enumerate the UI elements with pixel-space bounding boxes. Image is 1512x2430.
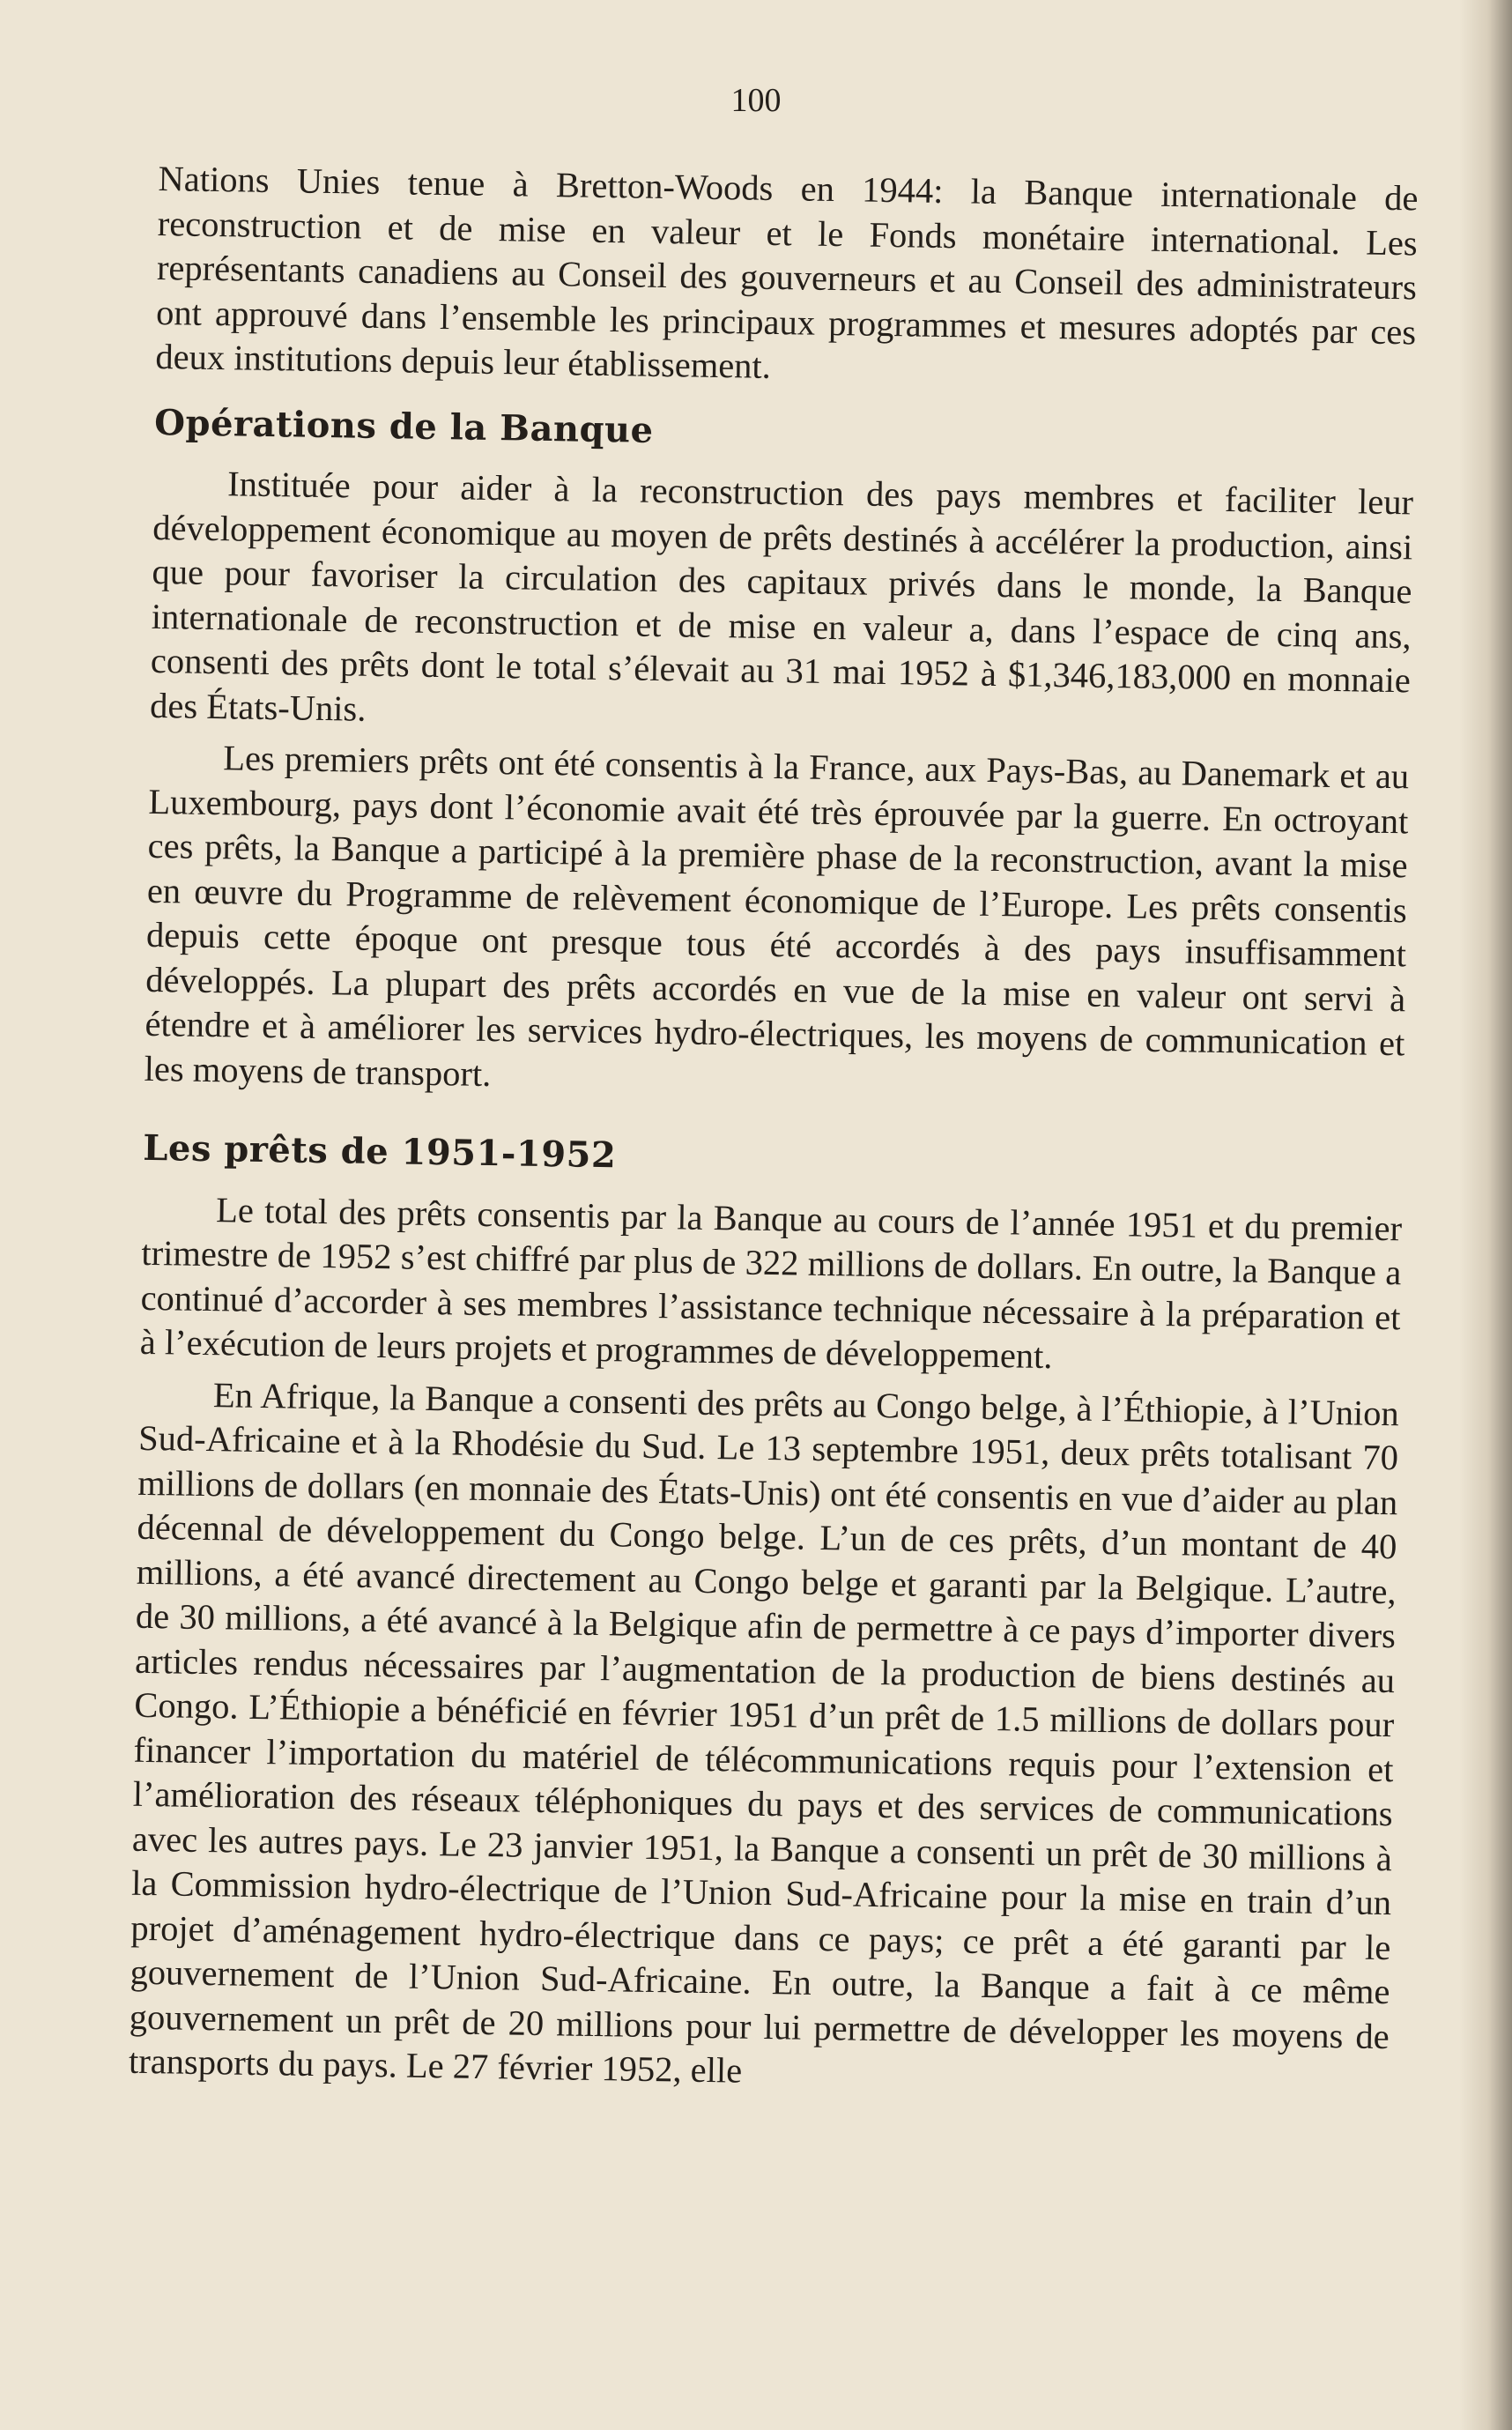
paragraph-loans-1: Le total des prêts consentis par la Banque au cours de l’année 1951 et du premier trimestre de 1952 s’est chiffré par plus de 322 millions de dollars. En outre, la Banque a continué d’accorder à ses membres l’assistance technique nécessaire à la préparation et à l’exécution de leurs projets et programmes de développement.	[139, 1189, 1403, 1377]
heading-loans: Les prêts de 1951-1952	[142, 1126, 617, 1177]
page-body	[129, 157, 1419, 2104]
paragraph-operations-2: Les premiers prêts ont été consentis à la France, aux Pays-Bas, au Danemark et au Luxembourg, pays dont l’économie avait été très éprouvée par la guerre. En octroyant ces prêts, la Banque a participé à la première phase de la reconstruction, avant la mise en œuvre du Programme de relèvement économique de l’Europe. Les prêts consentis depuis cette époque ont presque tous été accordés à des pays insuffisamment développés. La plupart des prêts accordés en vue de la mise en valeur ont servi à étendre et à améliorer les services hydro-électriques, les moyens de communication et les moyens de transport.	[144, 738, 1410, 1094]
paragraph-loans-2: En Afrique, la Banque a consenti des prêts au Congo belge, à l’Éthiopie, à l’Union Sud-Africaine et à la Rhodésie du Sud. Le 13 septembre 1951, deux prêts totalisant 70 millions de dollars (en monnaie des États-Unis) ont été consentis en vue d’aider au plan décennal de développement du Congo belge. L’un de ces prêts, d’un montant de 40 millions, a été avancé directement au Congo belge et garanti par la Belgique. L’autre, de 30 millions, a été avancé à la Belgique afin de permettre à ce pays d’importer divers articles rendus nécessaires par l’augmentation de la production de biens destinés au Congo. L’Éthiopie a bénéficié en février 1951 d’un prêt de 1.5 millions de dollars pour financer l’importation du matériel de télécommunications requis pour l’extension et l’amélioration des réseaux téléphoniques du pays et des services de communications avec les autres pays. Le 23 janvier 1951, la Banque a consenti un prêt de 30 millions à la Commission hydro-électrique de l’Union Sud-Africaine pour la mise en train d’un projet d’aménagement hydro-électrique dans ce pays; ce prêt a été garanti par le gouvernement de l’Union Sud-Africaine. En outre, la Banque a fait à ce même gouvernement un prêt de 20 millions pour lui permettre de développer les moyens de transports du pays. Le 27 février 1952, elle	[128, 1374, 1400, 2091]
page-number: 100	[730, 82, 782, 119]
paragraph-operations-1: Instituée pour aider à la reconstruction des pays membres et faciliter leur développement économique au moyen de prêts destinés à accélérer la production, ainsi que pour favoriser la circulation des capitaux privés dans le monde, la Banque internationale de reconstruction et de mise en valeur a, dans l’espace de cinq ans, consenti des prêts dont le total s’élevait au 31 mai 1952 à $1,346,183,000 en monnaie des États-Unis.	[149, 464, 1414, 729]
page-edge-shadow	[1459, 0, 1512, 2430]
heading-operations: Opérations de la Banque	[153, 401, 654, 451]
paragraph-intro: Nations Unies tenue à Bretton-Woods en 1944: la Banque internationale de reconstruction et de mise en valeur et le Fonds monétaire international. Les représentants canadiens au Conseil des gouverneurs et au Conseil des administrateurs ont approuvé dans l’ensemble les principaux programmes et mesures adoptés par ces deux institutions depuis leur établissement.	[155, 158, 1419, 386]
